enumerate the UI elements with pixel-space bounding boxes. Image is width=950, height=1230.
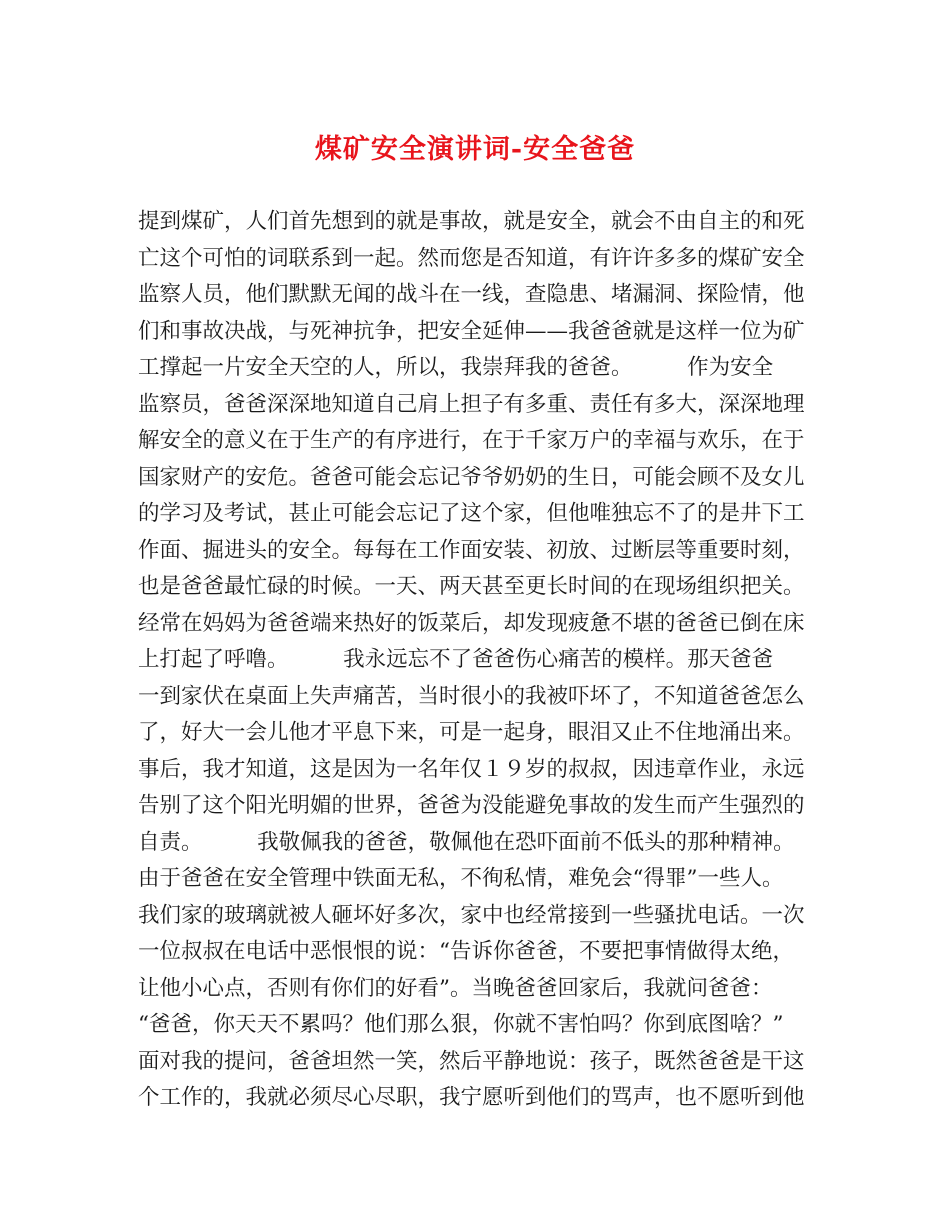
paragraph-line: 告别了这个阳光明媚的世界，爸爸为没能避免事故的发生而产生强烈的 <box>138 793 805 818</box>
paragraph-line: “爸爸，你天天不累吗？他们那么狠，你就不害怕吗？你到底图啥？” <box>138 1012 784 1037</box>
paragraph-line: 亡这个可怕的词联系到一起。然而您是否知道，有许许多多的煤矿安全 <box>138 245 805 271</box>
paragraph-line: 监察员，爸爸深深地知道自己肩上担子有多重、责任有多大，深深地理 <box>138 391 805 417</box>
paragraph-line: 国家财产的安危。爸爸可能会忘记爷爷奶奶的生日，可能会顾不及女儿 <box>138 464 805 490</box>
paragraph-line: 也是爸爸最忙碌的时候。一天、两天甚至更长时间的在现场组织把关。 <box>138 574 805 599</box>
paragraph-line: 经常在妈妈为爸爸端来热好的饭菜后，却发现疲惫不堪的爸爸已倒在床 <box>138 610 805 636</box>
paragraph-line: 提到煤矿，人们首先想到的就是事故，就是安全，就会不由自主的和死 <box>138 209 805 234</box>
paragraph-line: 自责。 我敬佩我的爸爸，敬佩他在恐吓面前不低头的那种精神。 <box>138 829 795 855</box>
paragraph-line: 解安全的意义在于生产的有序进行，在于千家万户的幸福与欢乐，在于 <box>138 428 805 453</box>
paragraph-line: 工撑起一片安全天空的人，所以，我崇拜我的爸爸。 作为安全 <box>138 355 774 380</box>
body-text <box>138 204 828 1117</box>
paragraph-line: 我们家的玻璃就被人砸坏好多次，家中也经常接到一些骚扰电话。一次 <box>138 902 805 928</box>
paragraph-line: 事后，我才知道，这是因为一名年仅１９岁的叔叔，因违章作业，永远 <box>138 756 805 782</box>
paragraph-line: 作面、掘进头的安全。每每在工作面安装、初放、过断层等重要时刻， <box>138 537 805 563</box>
paragraph-line: 面对我的提问，爸爸坦然一笑，然后平静地说：孩子，既然爸爸是干这 <box>138 1048 805 1074</box>
paragraph-line: 了，好大一会儿他才平息下来，可是一起身，眼泪又止不住地涌出来。 <box>138 720 805 745</box>
paragraph-line: 监察人员，他们默默无闻的战斗在一线，查隐患、堵漏洞、探险情，他 <box>138 282 805 307</box>
paragraph-line: 由于爸爸在安全管理中铁面无私，不徇私情，难免会“得罪”一些人。 <box>138 866 784 891</box>
paragraph-line: 一到家伏在桌面上失声痛苦，当时很小的我被吓坏了，不知道爸爸怎么 <box>138 683 805 709</box>
paragraph-line: 一位叔叔在电话中恶恨恨的说：“告诉你爸爸，不要把事情做得太绝， <box>138 939 794 964</box>
paragraph-line: 的学习及考试，甚止可能会忘记了这个家，但他唯独忘不了的是井下工 <box>138 501 805 526</box>
paragraph-line: 上打起了呼噜。 我永远忘不了爸爸伤心痛苦的模样。那天爸爸 <box>138 647 774 672</box>
paragraph-line: 让他小心点，否则有你们的好看”。当晚爸爸回家后，我就问爸爸： <box>138 975 773 1001</box>
paragraph-line: 们和事故决战，与死神抗争，把安全延伸——我爸爸就是这样一位为矿 <box>138 318 805 344</box>
document-title: 煤矿安全演讲词-安全爸爸 <box>314 134 636 165</box>
paragraph-line: 个工作的，我就必须尽心尽职，我宁愿听到他们的骂声，也不愿听到他 <box>138 1085 805 1110</box>
